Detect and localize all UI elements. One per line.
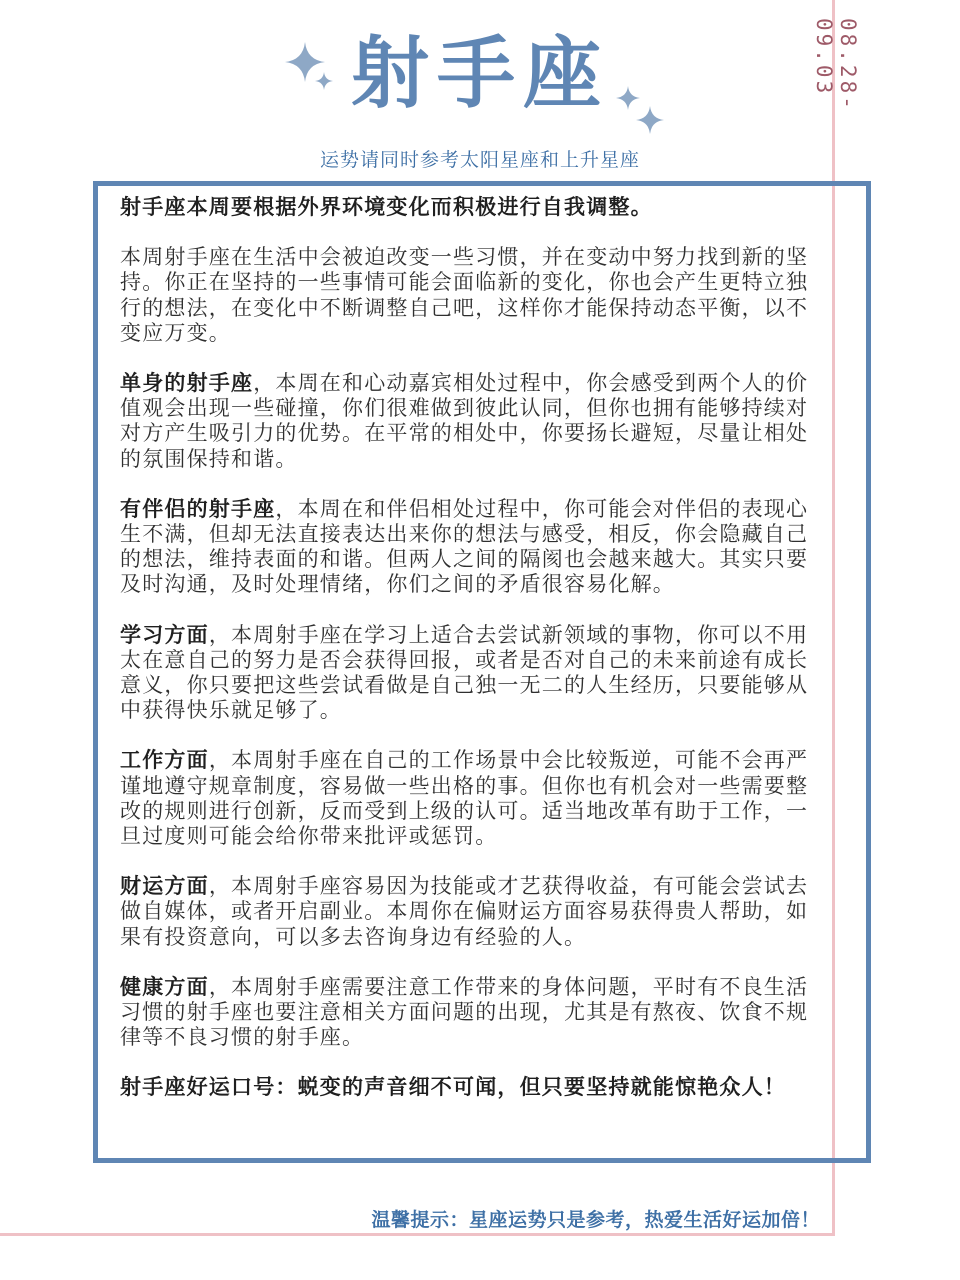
footer-tip: 温馨提示：星座运势只是参考，热爱生活好运加倍！	[371, 1209, 820, 1231]
work-paragraph: 工作方面，本周射手座在自己的工作场景中会比较叛逆，可能不会再严谨地遵守规章制度，容易做一些出格的事。但你也有机会对一些需要整改的规则进行创新，反而受到上级的认可。适当地改革有助于工作，一旦过度则可能会给你带来批评或惩罚。	[120, 748, 809, 849]
sparkle-icon	[636, 106, 664, 134]
slogan-paragraph: 射手座好运口号：蜕变的声音细不可闻，但只要坚持就能惊艳众人！	[120, 1075, 786, 1100]
single-paragraph: 单身的射手座，本周在和心动嘉宾相处过程中，你会感受到两个人的价值观会出现一些碰撞，你们很难做到彼此认同，但你也拥有能够持续对对方产生吸引力的优势。在平常的相处中，你要扬长避短，尽量让相处的氛围保持和谐。	[120, 371, 809, 471]
article-body	[120, 195, 820, 1126]
partnered-paragraph: 有伴侣的射手座，本周在和伴侣相处过程中，你可能会对伴侣的表现心生不满，但却无法直接表达出来你的想法与感受，相反，你会隐藏自己的想法，维持表面的和谐。但两人之间的隔阂也会越来越大。其实只要及时沟通，及时处理情绪，你们之间的矛盾很容易化解。	[120, 496, 809, 597]
pink-horizontal-line	[0, 1233, 835, 1236]
wealth-paragraph: 财运方面，本周射手座容易因为技能或才艺获得收益，有可能会尝试去做自媒体，或者开启副业。本周你在偏财运方面容易获得贵人帮助，如果有投资意向，可以多去咨询身边有经验的人。	[120, 874, 809, 949]
health-paragraph: 健康方面，本周射手座需要注意工作带来的身体问题，平时有不良生活习惯的射手座也要注意相关方面问题的出现，尤其是有熬夜、饮食不规律等不良习惯的射手座。	[120, 974, 809, 1050]
overview-paragraph: 本周射手座在生活中会被迫改变一些习惯，并在变动中努力找到新的坚持。你正在坚持的一些事情可能会面临新的变化，你也会产生更特立独行的想法，在变化中不断调整自己吧，这样你才能保持动态平衡，以不变应万变。	[120, 245, 809, 345]
intro-paragraph: 射手座本周要根据外界环境变化而积极进行自我调整。	[120, 195, 653, 219]
page-title: 射手座	[350, 29, 609, 119]
date-range: 08.28-09.03	[812, 18, 860, 112]
page-subtitle: 运势请同时参考太阳星座和上升星座	[319, 149, 640, 171]
study-paragraph: 学习方面，本周射手座在学习上适合去尝试新领域的事物，你可以不用太在意自己的努力是否会获得回报，或者是否对自己的未来前途有成长意义，你只要把这些尝试看做是自己独一无二的人生经历，只要能够从中获得快乐就足够了。	[120, 622, 809, 723]
